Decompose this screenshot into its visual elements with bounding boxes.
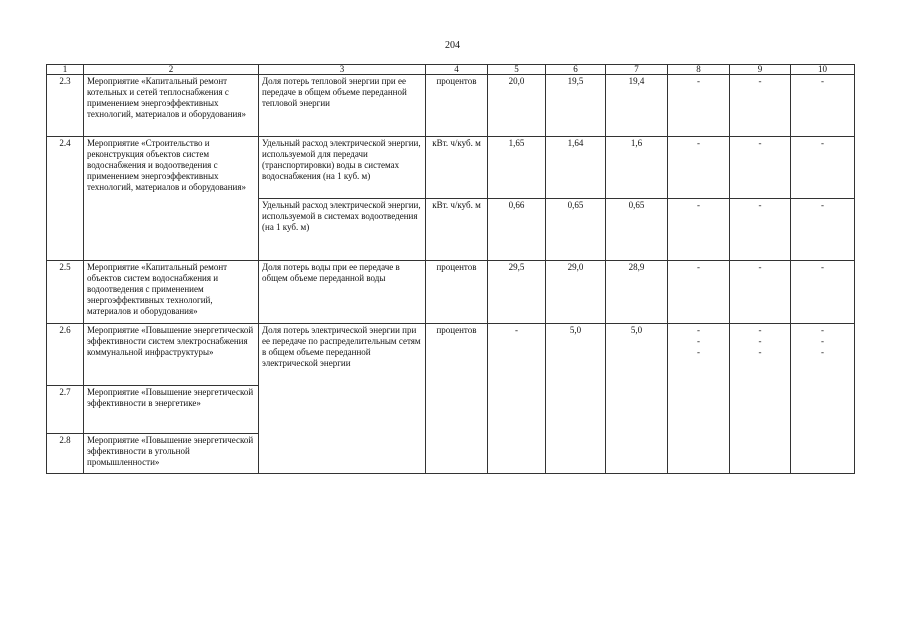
value-cell: - (668, 137, 730, 199)
column-header: 10 (791, 65, 855, 75)
indicators-table (46, 64, 855, 474)
value-cell: - (730, 137, 791, 199)
value-cell: - (791, 75, 855, 137)
value-cell: - (668, 199, 730, 261)
row-number: 2.3 (47, 75, 84, 137)
value-cell: 20,0 (488, 75, 546, 137)
value-cell (791, 324, 855, 474)
value-cell: 0,66 (488, 199, 546, 261)
dash-value: - (697, 347, 700, 357)
column-header: 9 (730, 65, 791, 75)
column-header: 5 (488, 65, 546, 75)
value-cell: - (730, 261, 791, 324)
dash-value: - (821, 336, 824, 346)
unit-cell: процентов (426, 324, 488, 474)
value-cell: 5,0 (546, 324, 606, 474)
table-row (47, 75, 855, 137)
column-header: 1 (47, 65, 84, 75)
dash-value: - (697, 325, 700, 335)
column-header: 7 (606, 65, 668, 75)
table-row (47, 261, 855, 324)
value-cell: 1,64 (546, 137, 606, 199)
value-cell: - (791, 137, 855, 199)
value-cell: 1,6 (606, 137, 668, 199)
row-number: 2.5 (47, 261, 84, 324)
unit-cell: кВт. ч/куб. м (426, 137, 488, 199)
dash-value: - (821, 325, 824, 335)
event-cell: Мероприятие «Строительство и реконструкция объектов систем водоснабжения и водоотведения с применением энергоэффективных технологий, материалов и оборудования» (84, 137, 259, 261)
value-cell (730, 324, 791, 474)
value-cell: 19,4 (606, 75, 668, 137)
row-number: 2.8 (47, 434, 84, 474)
event-cell: Мероприятие «Повышение энергетической эффективности в угольной промышленности» (84, 434, 259, 474)
page-number: 204 (445, 40, 460, 51)
value-cell: 29,5 (488, 261, 546, 324)
value-cell: - (668, 75, 730, 137)
event-cell: Мероприятие «Капитальный ремонт котельных и сетей теплоснабжения с применением энергоэффективных технологий, материалов и оборудования» (84, 75, 259, 137)
indicator-cell: Удельный расход электрической энергии, используемой для передачи (транспортировки) воды в системах водоснабжения (на 1 куб. м) (259, 137, 426, 199)
column-header: 2 (84, 65, 259, 75)
row-number: 2.6 (47, 324, 84, 386)
indicator-cell: Доля потерь воды при ее передаче в общем объеме переданной воды (259, 261, 426, 324)
header-row (47, 65, 855, 75)
column-header: 4 (426, 65, 488, 75)
column-header: 3 (259, 65, 426, 75)
value-cell: 1,65 (488, 137, 546, 199)
event-cell: Мероприятие «Повышение энергетической эффективности систем электроснабжения коммунальной инфраструктуры» (84, 324, 259, 386)
row-number: 2.4 (47, 137, 84, 261)
value-cell: - (730, 199, 791, 261)
table-row (47, 324, 855, 386)
dash-value: - (758, 325, 762, 335)
row-number: 2.7 (47, 386, 84, 434)
dash-value: - (758, 347, 762, 357)
unit-cell: процентов (426, 261, 488, 324)
value-cell: - (791, 261, 855, 324)
dash-value: - (758, 336, 762, 346)
table-row (47, 137, 855, 199)
dash-value: - (821, 347, 824, 357)
value-cell: 0,65 (546, 199, 606, 261)
value-cell: - (730, 75, 791, 137)
dash-value: - (697, 336, 700, 346)
event-cell: Мероприятие «Повышение энергетической эффективности в энергетике» (84, 386, 259, 434)
unit-cell: кВт. ч/куб. м (426, 199, 488, 261)
value-cell (668, 324, 730, 474)
value-cell: 19,5 (546, 75, 606, 137)
value-cell: - (488, 324, 546, 474)
unit-cell: процентов (426, 75, 488, 137)
value-cell: 0,65 (606, 199, 668, 261)
indicator-cell: Доля потерь электрической энергии при ее передаче по распределительным сетям в общем объеме переданной электрической энергии (259, 324, 426, 474)
column-header: 6 (546, 65, 606, 75)
value-cell: 29,0 (546, 261, 606, 324)
column-header: 8 (668, 65, 730, 75)
value-cell: 5,0 (606, 324, 668, 474)
value-cell: 28,9 (606, 261, 668, 324)
value-cell: - (791, 199, 855, 261)
indicator-cell: Доля потерь тепловой энергии при ее передаче в общем объеме переданной тепловой энергии (259, 75, 426, 137)
indicator-cell: Удельный расход электрической энергии, используемой в системах водоотведения (на 1 куб. м) (259, 199, 426, 261)
value-cell: - (668, 261, 730, 324)
event-cell: Мероприятие «Капитальный ремонт объектов систем водоснабжения и водоотведения с применением энергоэффективных технологий, материалов и оборудования» (84, 261, 259, 324)
